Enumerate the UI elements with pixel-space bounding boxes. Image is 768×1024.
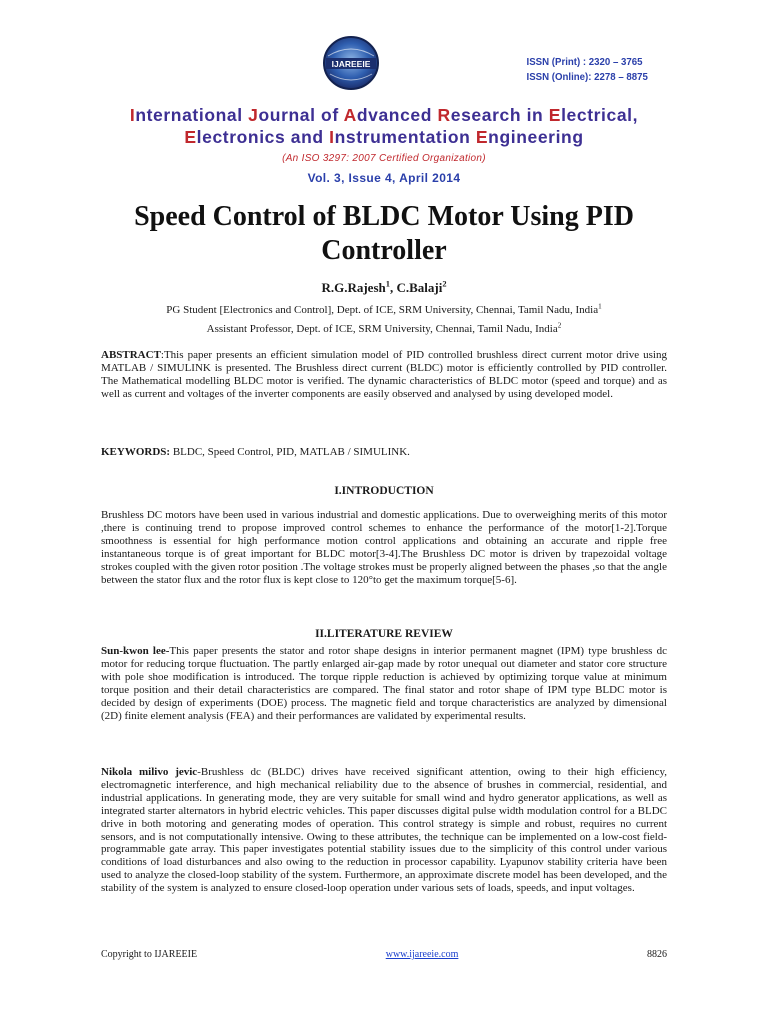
- journal-name-word: ournal of: [258, 105, 344, 125]
- reviewed-author-1: Sun-kwon lee-: [101, 645, 170, 657]
- issn-block: [527, 55, 648, 85]
- journal-name-word: lectrical,: [561, 105, 639, 125]
- journal-name-word: lectronics and: [196, 127, 330, 147]
- page-number: 8826: [646, 949, 667, 960]
- introduction-paragraph: Brushless DC motors have been used in various industrial and domestic applications. Due to overweighing merits of this motor ,there is continuing trend to propose improved control schemes to enhance the performance of the motor[1-2].Torque smoothness is essential for high performance motion control applications and obtaining an accurate and ripple free instantaneous torque is of great important for BLDC motor[3-4].The Brushless DC motor is driven by trapezoidal voltage strokes coupled with the given rotor position .The voltage strokes must be properly aligned between the phases ,so that the angle between the stator flux and the rotor flux is kept close to 120°to get the maximum torque[5-6].: [101, 509, 667, 586]
- journal-name-word: nternational: [135, 105, 249, 125]
- keywords: [101, 446, 667, 459]
- literature-review-paragraph-2: [101, 766, 667, 895]
- abstract: [101, 349, 667, 401]
- journal-name-word: esearch in: [450, 105, 549, 125]
- literature-review-text-1: This paper presents the stator and rotor shape designs in interior permanent magnet (IPM) type brushless dc motor for reducing torque fluctuation. The partly enlarged air-gap made by rotor unequal out diameter and stator core structure with pole shoe modification is introduced. The torque ripple reduction is achieved by optimizing torque value at minimum torque position and their detail characteristics are compared. The final stator and rotor shape of IPM type BLDC motor is decided by design of experiments (DOE) process. The magnetic field and torque characteristics are analyzed by dimensional (2D) finite element analysis (FEA) and their performances are validated by experimental results.: [101, 645, 667, 722]
- introduction-heading: I.INTRODUCTION: [334, 485, 434, 497]
- journal-name-capital: E: [548, 105, 562, 125]
- affiliation-1: [0, 304, 768, 316]
- copyright: Copyright to IJAREEIE: [101, 949, 198, 960]
- iso-certification: (An ISO 3297: 2007 Certified Organization): [282, 153, 486, 164]
- abstract-label: ABSTRACT: [101, 349, 161, 361]
- journal-name-capital: I: [329, 127, 335, 147]
- affiliation-1-sup: 1: [598, 302, 602, 311]
- journal-name-capital: J: [248, 105, 259, 125]
- journal-name-capital: E: [184, 127, 197, 147]
- journal-name: [0, 104, 768, 148]
- journal-name-capital: A: [343, 105, 357, 125]
- journal-logo: [318, 34, 384, 96]
- reviewed-author-2: Nikola milivo jevic: [101, 766, 198, 778]
- author-1-sup: 1: [385, 278, 390, 289]
- logo-text: IJAREEIE: [331, 59, 371, 69]
- affiliation-2: [0, 323, 768, 335]
- journal-name-capital: I: [129, 105, 136, 125]
- author-1: R.G.Rajesh: [321, 280, 386, 295]
- volume-issue: Vol. 3, Issue 4, April 2014: [307, 171, 461, 185]
- journal-name-word: nstrumentation: [334, 127, 476, 147]
- literature-review-text-2: -Brushless dc (BLDC) drives have received significant attention, owing to their high efficiency, electromagnetic interference, and high mechanical reliability due to the absence of brushes in commercial, residential, and industrial applications. In generating mode, they are very suitable for small wind and hydro generator applications, as well as integrated starter alternators in hybrid electric vehicles. This paper discusses digital pulse width modulation control for a BLDC drive in both motoring and generating modes of operation. This control strategy is simple and robust, requires no current sensors, and is not computationally intensive. Owing to these attributes, the technique can be implemented on a low-cost field-programmable gate array. This paper investigates potential stability issues due to the simplicity of this control under various conditions of load disturbances and also owing to the reduction in processor capability. Lyapunov stability criteria have been used to analyze the closed-loop stability of the system. Furthermore, an approximate discrete model has been developed, and the stability of the system is analyzed to ensure closed-loop operation under various sets of loads, speeds, and input voltages.: [101, 766, 667, 895]
- journal-website-link[interactable]: www.ijareeie.com: [385, 949, 459, 960]
- journal-name-word: ngineering: [488, 127, 584, 147]
- literature-review-paragraph-1: [101, 645, 667, 722]
- journal-name-line2: [0, 126, 768, 148]
- journal-name-capital: R: [437, 105, 451, 125]
- literature-review-heading: II.LITERATURE REVIEW: [315, 628, 453, 640]
- author-2: , C.Balaji: [389, 280, 443, 295]
- author-2-sup: 2: [442, 278, 447, 289]
- affiliation-1-text: PG Student [Electronics and Control], Dept. of ICE, SRM University, Chennai, Tamil Nadu, India: [166, 304, 599, 316]
- keywords-text: BLDC, Speed Control, PID, MATLAB / SIMULINK.: [170, 446, 410, 458]
- keywords-label: KEYWORDS:: [101, 446, 171, 458]
- abstract-text: :This paper presents an efficient simulation model of PID controlled brushless direct current motor drive using MATLAB / SIMULINK is presented. The Brushless direct current (BLDC) motor is efficiently controlled by PID controller. The Mathematical modelling BLDC motor is verified. The dynamic characteristics of BLDC motor (speed and torque) and as well as current and voltages of the inverter components are easily observed and analysed by using developed model.: [101, 349, 667, 400]
- paper-title-line1: Speed Control of BLDC Motor Using PID: [134, 201, 634, 232]
- paper-title-line2: Controller: [321, 235, 447, 266]
- page-footer: [101, 949, 667, 960]
- authors: [0, 280, 768, 296]
- paper-title: [60, 200, 708, 268]
- issn-online: ISSN (Online): 2278 – 8875: [526, 71, 648, 83]
- journal-name-line1: [0, 104, 768, 126]
- affiliation-2-sup: 2: [557, 321, 562, 330]
- affiliation-2-text: Assistant Professor, Dept. of ICE, SRM University, Chennai, Tamil Nadu, India: [206, 323, 558, 335]
- issn-print: ISSN (Print) : 2320 – 3765: [526, 56, 643, 68]
- journal-name-word: dvanced: [356, 105, 438, 125]
- journal-name-capital: E: [475, 127, 489, 147]
